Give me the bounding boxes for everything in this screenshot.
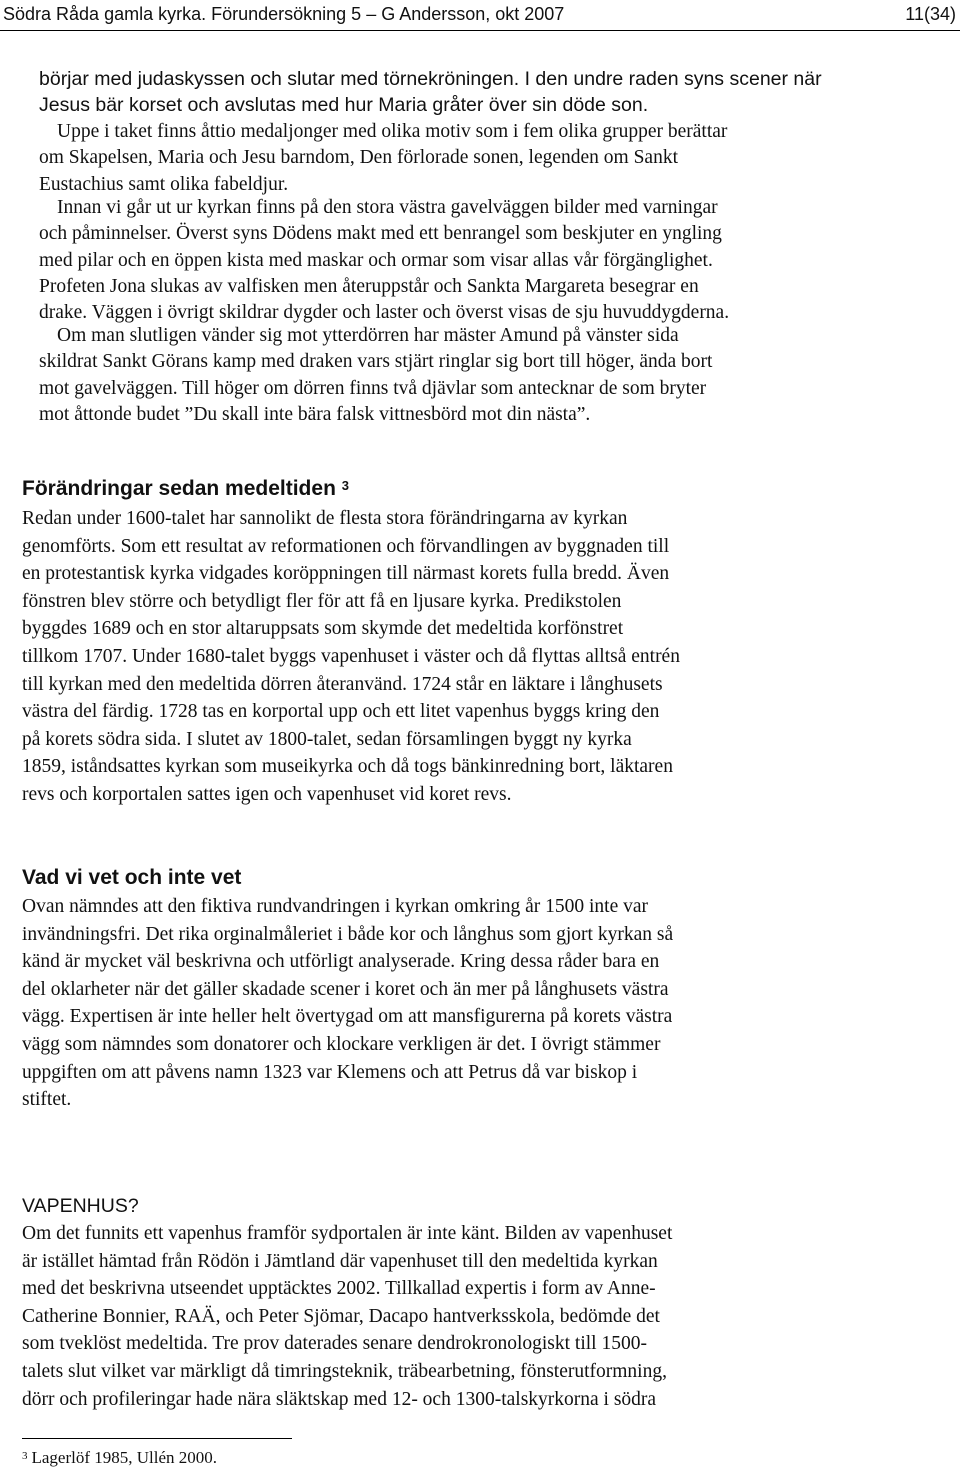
header-divider <box>0 30 960 31</box>
body-paragraph-west-wall <box>39 195 939 326</box>
paragraph-line: Catherine Bonnier, RAÄ, och Peter Sjömar, Dacapo hantverksskola, bedömde det <box>22 1305 660 1327</box>
paragraph-line: invändningsfri. Det rika orginalmåleriet i både kor och långhus som gjort kyrkan så <box>22 923 674 945</box>
paragraph-line: Eustachius samt olika fabeldjur. <box>39 173 289 195</box>
paragraph-line: talets slut vilket var märkligt då timringsteknik, träbearbetning, fönsterutformning, <box>22 1360 667 1382</box>
paragraph-line: är istället hämtad från Rödön i Jämtland där vapenhuset till den medeltida kyrkan <box>22 1250 658 1272</box>
paragraph-line: känd är mycket väl beskrivna och utförligt analyserade. Kring dessa råder bara en <box>22 951 660 973</box>
intro-line: börjar med judaskyssen och slutar med törnekröningen. I den undre raden syns scener när <box>39 68 822 90</box>
paragraph-line: dörr och profileringar hade nära släktskap med 12- och 1300-talskyrkorna i södra <box>22 1388 657 1410</box>
paragraph-line: Om man slutligen vänder sig mot ytterdörren har mäster Amund på vänster sida <box>57 325 679 346</box>
footnote-reference[interactable]: 3 <box>341 478 349 493</box>
page-number: 11(34) <box>905 4 956 24</box>
paragraph-line: Uppe i taket finns åttio medaljonger med olika motiv som i fem olika grupper berättar <box>57 121 728 142</box>
document-title: Södra Råda gamla kyrka. Förundersökning 5 – G Andersson, okt 2007 <box>3 4 565 24</box>
paragraph-line: del oklarheter när det gäller skadade scener i koret och än mer på långhusets västra <box>22 978 669 1000</box>
page-header <box>0 0 960 30</box>
paragraph-line: drake. Väggen i övrigt skildrar dygder och laster och överst visas de sju huvuddygderna. <box>39 302 730 324</box>
paragraph-line: Redan under 1600-talet har sannolikt de flesta stora förändringarna av kyrkan <box>22 508 628 529</box>
footnote-number: 3 <box>22 1450 28 1462</box>
intro-line: Jesus bär korset och avslutas med hur Maria gråter över sin döde son. <box>39 94 649 117</box>
paragraph-line: Om det funnits ett vapenhus framför sydportalen är inte känt. Bilden av vapenhuset <box>22 1223 673 1244</box>
body-paragraph-ceiling <box>39 119 939 198</box>
paragraph-line: vägg som nämndes som donatorer och klockare verkligen är det. I övrigt stämmer <box>22 1033 661 1055</box>
paragraph-line: på korets södra sida. I slutet av 1800-talet, sedan församlingen byggt ny kyrka <box>22 728 632 750</box>
paragraph-line: Ovan nämndes att den fiktiva rundvandringen i kyrkan omkring år 1500 inte var <box>22 896 648 917</box>
paragraph-line: mot gavelväggen. Till höger om dörren finns två djävlar som antecknar de som bryter <box>39 377 707 399</box>
paragraph-line: 1859, iståndsattes kyrkan som museikyrka och då togs bänkinredning bort, läktaren <box>22 756 673 778</box>
paragraph-line: stiftet. <box>22 1089 72 1111</box>
footnote-divider <box>22 1438 292 1439</box>
paragraph-line: mot åttonde budet ”Du skall inte bära falsk vittnesbörd mot din nästa”. <box>39 403 591 425</box>
paragraph-line: en protestantisk kyrka vidgades koröppningen till närmast korets fulla bredd. Även <box>22 563 670 585</box>
paragraph-line: med det beskrivna utseendet upptäcktes 2002. Tillkallad expertis i form av Anne- <box>22 1278 656 1300</box>
paragraph-line: som tveklöst medeltida. Tre prov daterades senare dendrokronologiskt till 1500- <box>22 1333 647 1355</box>
paragraph-line: västra del färdig. 1728 tas en korportal upp och ett litet vapenhus byggs kring den <box>22 701 660 723</box>
body-paragraph-door <box>39 323 939 428</box>
paragraph-line: fönstren blev större och betydligt fler för att få en ljusare kyrka. Predikstolen <box>22 590 622 612</box>
footnote <box>22 1446 217 1470</box>
section-heading-text: Vad vi vet och inte vet <box>22 866 242 889</box>
paragraph-line: vägg. Expertisen är inte heller helt övertygad om att mansfigurerna på korets västra <box>22 1006 673 1028</box>
section-changes-body <box>22 505 942 809</box>
paragraph-line: om Skapelsen, Maria och Jesu barndom, Den förlorade sonen, legenden om Sankt <box>39 147 679 169</box>
paragraph-line: uppgiften om att påvens namn 1323 var Klemens och att Petrus då var biskop i <box>22 1061 638 1083</box>
section-heading-vapenhus: VAPENHUS? <box>22 1195 139 1217</box>
section-heading-changes <box>22 476 349 502</box>
intro-paragraph <box>39 66 939 119</box>
paragraph-line: tillkom 1707. Under 1680-talet byggs vapenhuset i väster och då flyttas alltså entrén <box>22 645 680 667</box>
section-heading-known-unknown <box>22 865 241 891</box>
paragraph-line: till kyrkan med den medeltida dörren återanvänd. 1724 står en läktare i långhusets <box>22 673 663 695</box>
paragraph-line: revs och korportalen sattes igen och vapenhuset vid koret revs. <box>22 783 512 805</box>
paragraph-line: skildrat Sankt Görans kamp med draken vars stjärt ringlar sig bort till höger, ända bort <box>39 351 713 373</box>
paragraph-line: Profeten Jona slukas av valfisken men återuppstår och Sankta Margareta besegrar en <box>39 275 699 297</box>
paragraph-line: och påminnelser. Överst syns Dödens makt med ett benrangel som beskjuter en yngling <box>39 223 722 245</box>
paragraph-line: med pilar och en öppen kista med maskar och ormar som visar allas vår förgänglighet. <box>39 249 713 271</box>
paragraph-line: Innan vi går ut ur kyrkan finns på den stora västra gavelväggen bilder med varningar <box>57 197 718 218</box>
footnote-text: Lagerlöf 1985, Ullén 2000. <box>31 1448 218 1467</box>
section-known-unknown-body <box>22 893 942 1114</box>
paragraph-line: genomförts. Som ett resultat av reformationen och förvandlingen av byggnaden till <box>22 535 670 557</box>
section-heading-text: Förändringar sedan medeltiden <box>22 477 336 500</box>
paragraph-line: byggdes 1689 och en stor altaruppsats som skymde det medeltida korfönstret <box>22 618 624 640</box>
section-vapenhus-body <box>22 1220 942 1413</box>
